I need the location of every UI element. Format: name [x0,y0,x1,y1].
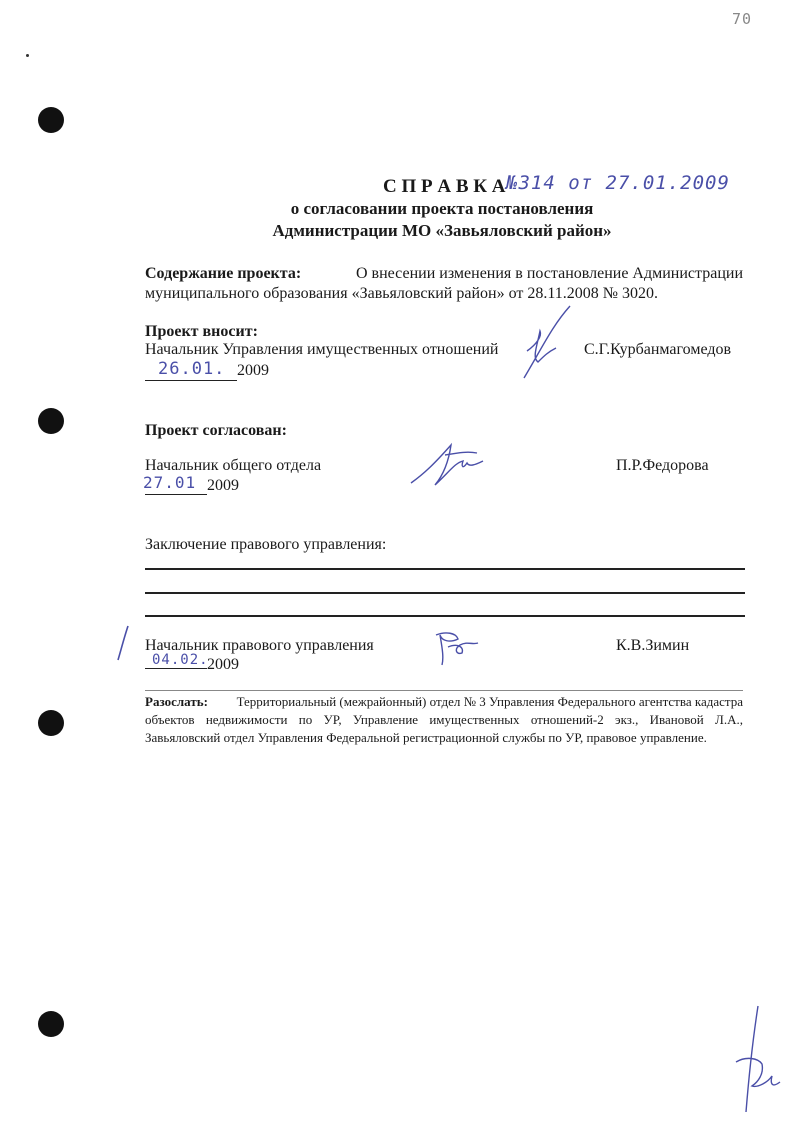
content-line-1 [145,265,743,283]
submitter-name: С.Г.Курбанмагомедов [584,341,732,358]
margin-signature [728,1002,788,1122]
document-subtitle: Администрации МО «Завьяловский район» [272,221,612,240]
conclusion-line [145,568,745,570]
date-line [145,494,207,495]
submitter-year: 2009 [237,362,269,379]
approved-date: 27.01 [143,473,197,492]
punch-hole [38,107,64,133]
distribution-divider [145,690,743,691]
date-line [145,668,207,669]
approval-tick-mark [114,624,134,664]
approved-position: Начальник общего отдела [145,457,322,474]
approved-year: 2009 [207,477,239,494]
approved-label: Проект согласован: [145,422,287,439]
distribution-label: Разослать: [145,694,208,709]
legal-signature [428,625,488,670]
document-title: С П Р А В К А [383,176,506,197]
document-subtitle: о согласовании проекта постановления [290,199,594,218]
submitter-signature [482,296,592,386]
submitter-position: Начальник Управления имущественных отношений [145,341,499,358]
content-line-2: муниципального образования «Завьяловский район» от 28.11.2008 № 3020. [145,285,659,302]
distribution-line-2: объектов недвижимости по УР, Управление имущественных отношений-2 экз., Ивановой Л.А., [145,712,743,727]
conclusion-line [145,615,745,617]
conclusion-line [145,592,745,594]
date-line [145,380,237,381]
approved-name: П.Р.Федорова [616,457,709,474]
handwritten-number: №314 от 27.01.2009 [506,172,730,194]
corner-mark: 70 [732,10,753,28]
submitter-label: Проект вносит: [145,323,258,340]
distribution-text: Территориальный (межрайонный) отдел № 3 Управления Федерального агентства кадастра [236,694,743,709]
content-label: Содержание проекта: [145,265,302,282]
distribution-line-3: Завьяловский отдел Управления Федеральной регистрационной службы по УР, правовое управление. [145,730,707,745]
legal-year: 2009 [207,656,239,673]
punch-hole [38,408,64,434]
content-text: О внесении изменения в постановление Администрации [356,265,743,282]
submitter-date: 26.01. [158,359,226,379]
legal-position: Начальник правового управления [145,637,374,654]
legal-name: К.В.Зимин [616,637,690,654]
distribution-line-1 [145,694,743,710]
speck [26,54,29,57]
approved-signature [405,433,515,493]
punch-hole [38,1011,64,1037]
legal-date: 04.02. [152,652,209,668]
legal-label: Заключение правового управления: [145,536,387,553]
punch-hole [38,710,64,736]
